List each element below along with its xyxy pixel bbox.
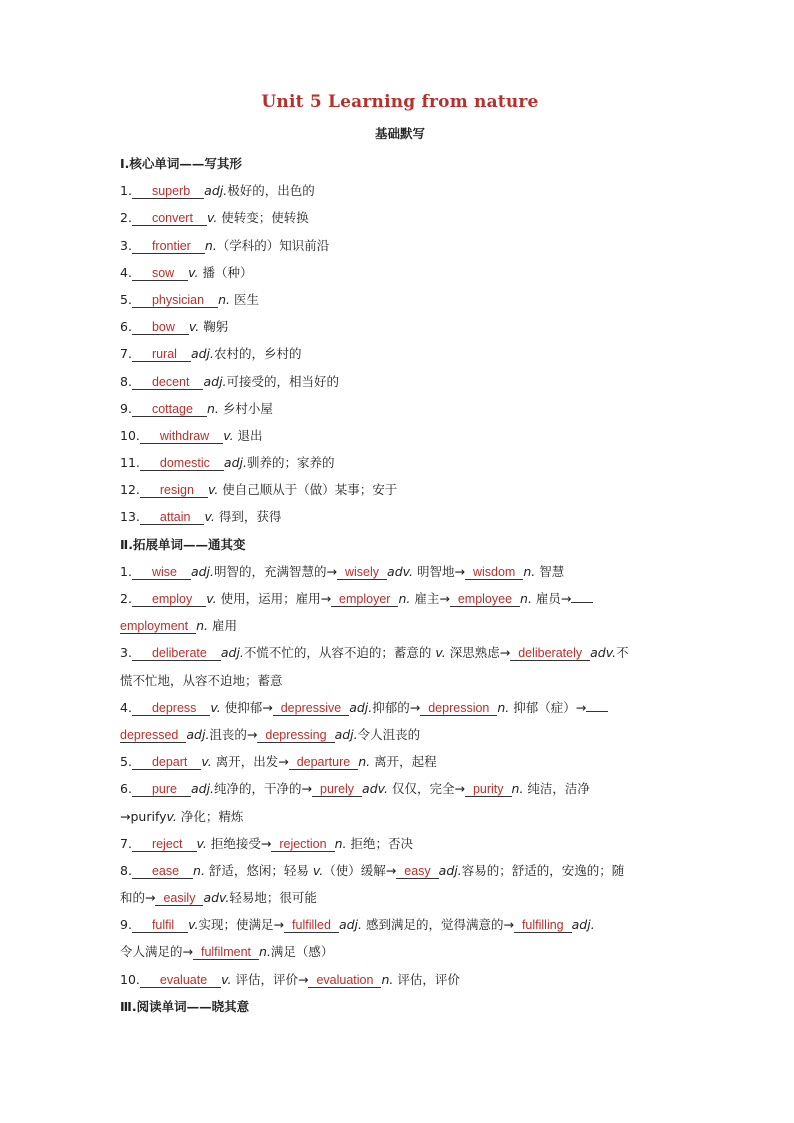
ext-item-3: 3. deliberate adj.不慌不忙的，从容不迫的；蓄意的 v. 深思熟虑→ deliberately adv.不 [120, 645, 629, 661]
answer-blank[interactable]: wisely [337, 565, 387, 580]
page-title: Unit 5 Learning from nature [261, 92, 539, 112]
meaning-text: 驯养的；家养的 [246, 455, 335, 471]
answer-blank-start [571, 602, 593, 603]
answer-blank[interactable]: purity [465, 782, 512, 797]
answer-blank[interactable]: decent [132, 375, 204, 390]
ext-item-4: 4. depress v. 使抑郁→ depressive adj.抑郁的→ depression n. 抑郁（症）→ [120, 694, 680, 721]
core-word-item [120, 259, 680, 286]
answer-blank[interactable]: employer [331, 592, 398, 607]
item-number: 4. [120, 264, 132, 280]
item-number: 7. [120, 346, 132, 362]
answer-blank[interactable]: employment [120, 619, 196, 634]
core-word-item [120, 503, 680, 530]
core-word-list [120, 177, 680, 530]
ext-item-3-cont: 慌不忙地，从容不迫地；蓄意 [120, 672, 283, 688]
answer-blank[interactable]: withdraw [140, 429, 223, 444]
core-word-item [120, 204, 680, 231]
part-of-speech: v. [188, 264, 199, 280]
ext-item-8-cont: 和的→ easily adv.轻易地；很可能 [120, 890, 317, 906]
meaning-text: 使转变；使转换 [217, 210, 309, 226]
answer-blank[interactable]: depress [132, 701, 210, 716]
answer-blank[interactable]: attain [140, 510, 205, 525]
part-of-speech: n. [218, 291, 230, 307]
ext-item-6-cont: →purifyv. 净化；精炼 [120, 808, 244, 824]
core-word-item [120, 177, 680, 204]
ext-item-9: 9. fulfil v.实现；使满足→ fulfilled adj. 感到满足的，觉得满意的→ fulfilling adj. [120, 917, 595, 933]
section-heading-core: Ⅰ.核心单词——写其形 [120, 156, 242, 171]
part-of-speech: v. [206, 210, 218, 226]
item-number: 13. [120, 509, 140, 525]
answer-blank[interactable]: easy [396, 864, 438, 879]
answer-blank[interactable]: rural [132, 347, 191, 362]
part-of-speech: v. [188, 319, 200, 335]
part-of-speech: adj. [190, 346, 214, 362]
part-of-speech: v. [223, 427, 234, 443]
answer-blank[interactable]: employ [132, 592, 206, 607]
meaning-text: 得到，获得 [214, 509, 282, 525]
part-of-speech: v. [204, 509, 215, 525]
ext-item-6: 6. pure adj.纯净的，干净的→ purely adv. 仅仅，完全→ purity n. 纯洁，洁净 [120, 781, 590, 797]
core-word-item [120, 395, 680, 422]
part-of-speech: v. [207, 482, 219, 498]
item-number: 5. [120, 291, 132, 307]
meaning-text: 鞠躬 [199, 319, 229, 335]
core-word-item [120, 449, 680, 476]
answer-blank[interactable]: cottage [132, 402, 207, 417]
answer-blank[interactable]: easily [155, 891, 203, 906]
answer-blank[interactable]: depression [420, 701, 497, 716]
core-word-item [120, 313, 680, 340]
worksheet [120, 92, 680, 1020]
answer-blank[interactable]: sow [132, 266, 188, 281]
answer-blank[interactable]: evaluate [140, 973, 221, 988]
answer-blank[interactable]: fulfilling [514, 918, 572, 933]
answer-blank[interactable]: physician [132, 293, 218, 308]
answer-blank[interactable]: superb [132, 184, 204, 199]
item-number: 11. [120, 455, 140, 471]
answer-blank[interactable]: depressing [257, 728, 334, 743]
answer-blank[interactable]: fulfilment [193, 945, 259, 960]
section-heading-extended: Ⅱ.拓展单词——通其变 [120, 536, 246, 552]
item-number: 10. [120, 427, 140, 443]
answer-blank[interactable]: depressive [273, 701, 349, 716]
answer-blank[interactable]: departure [289, 755, 359, 770]
ext-item-10: 10. evaluate v. 评估，评价→ evaluation n. 评估，评价 [120, 971, 460, 987]
answer-blank[interactable]: resign [140, 483, 208, 498]
part-of-speech: n. [204, 237, 217, 253]
core-word-item [120, 476, 680, 503]
item-number: 9. [120, 400, 132, 416]
answer-blank[interactable]: purely [312, 782, 362, 797]
meaning-text: 退出 [233, 427, 263, 443]
meaning-text: 使自己顺从于（做）某事；安于 [218, 482, 398, 498]
answer-blank[interactable]: depressed [120, 728, 186, 743]
answer-blank[interactable]: deliberate [132, 646, 221, 661]
answer-blank[interactable]: wisdom [465, 565, 523, 580]
core-word-item [120, 286, 680, 313]
item-number: 6. [120, 319, 132, 335]
core-word-item [120, 340, 680, 367]
ext-item-8: 8. ease n. 舒适，悠闲；轻易 v.（使）缓解→ easy adj.容易的；舒适的，安逸的；随 [120, 862, 625, 878]
answer-blank[interactable]: bow [132, 320, 189, 335]
answer-blank[interactable]: evaluation [308, 973, 381, 988]
answer-blank[interactable]: pure [132, 782, 191, 797]
answer-blank[interactable]: fulfilled [284, 918, 339, 933]
answer-blank[interactable]: reject [132, 837, 197, 852]
answer-blank[interactable]: frontier [132, 239, 205, 254]
item-number: 2. [120, 210, 132, 226]
ext-item-7: 7. reject v. 拒绝接受→ rejection n. 拒绝；否决 [120, 835, 413, 851]
ext-item-9-cont: 令人满足的→ fulfilment n.满足（感） [120, 944, 334, 960]
answer-blank[interactable]: depart [132, 755, 201, 770]
answer-blank-start [586, 711, 608, 712]
meaning-text: 乡村小屋 [218, 400, 273, 416]
item-number: 3. [120, 237, 132, 253]
core-word-item [120, 232, 680, 259]
answer-blank[interactable]: ease [132, 864, 193, 879]
part-of-speech: adj. [223, 455, 247, 471]
answer-blank[interactable]: domestic [140, 456, 224, 471]
meaning-text: （学科的）知识前沿 [216, 237, 330, 253]
item-number: 8. [120, 373, 132, 389]
meaning-text: 农村的，乡村的 [214, 346, 302, 362]
ext-item-5: 5. depart v. 离开，出发→ departure n. 离开，起程 [120, 754, 437, 770]
answer-blank[interactable]: rejection [271, 837, 334, 852]
answer-blank[interactable]: fulfil [132, 918, 188, 933]
core-word-item [120, 422, 680, 449]
core-word-item [120, 368, 680, 395]
meaning-text: 医生 [229, 291, 259, 307]
item-number: 1. [120, 183, 132, 199]
ext-item-4-cont: depressed adj.沮丧的→ depressing adj.令人沮丧的 [120, 726, 421, 742]
answer-blank[interactable]: deliberately [510, 646, 590, 661]
part-of-speech: adj. [203, 373, 227, 389]
ext-item-2-cont: employment n. 雇用 [120, 618, 237, 634]
part-of-speech: n. [206, 400, 219, 416]
meaning-text: 可接受的，相当好的 [226, 373, 340, 389]
ext-item-2: 2. employ v. 使用，运用；雇用→ employer n. 雇主→ employee n. 雇员→ [120, 585, 680, 612]
section-heading-reading: Ⅲ.阅读单词——晓其意 [120, 998, 250, 1014]
page-subtitle: 基础默写 [374, 126, 425, 141]
answer-blank[interactable]: convert [132, 211, 207, 226]
meaning-text: 极好的，出色的 [227, 183, 315, 199]
answer-blank[interactable]: employee [450, 592, 520, 607]
ext-item-1: 1. wise adj.明智的，充满智慧的→ wisely adv. 明智地→ wisdom n. 智慧 [120, 563, 565, 579]
answer-blank[interactable]: wise [132, 565, 191, 580]
item-number: 12. [120, 482, 140, 498]
part-of-speech: adj. [204, 183, 228, 199]
meaning-text: 播（种） [198, 264, 253, 280]
